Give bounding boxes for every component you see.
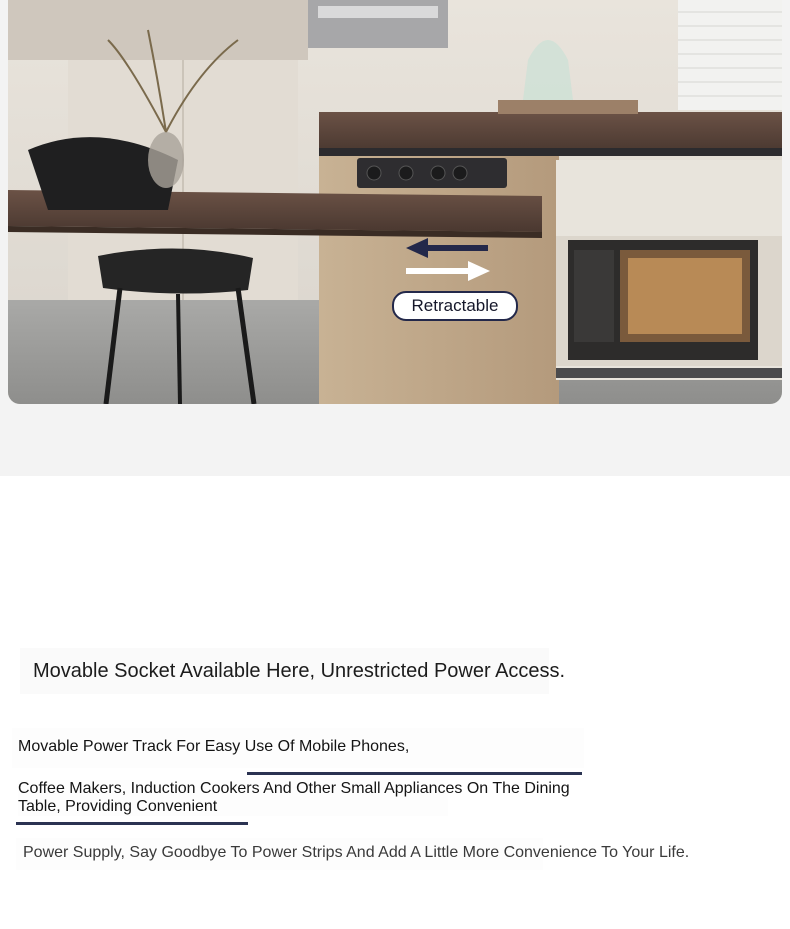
upper-cabinet (8, 0, 308, 60)
description-line-2a: Coffee Makers, Induction Cookers And Other Small Appliances On The Dining (18, 780, 570, 797)
description-line-2 (18, 780, 618, 816)
retract-arrows-icon (406, 238, 490, 282)
description-line-1: Movable Power Track For Easy Use Of Mobile Phones, (12, 728, 584, 768)
description-line-3: Power Supply, Say Goodbye To Power Strips And Add A Little More Convenience To Your Life. (16, 838, 543, 870)
underline-decoration-1 (247, 772, 582, 775)
stool-seat (98, 248, 253, 293)
description-line-2b: Table, Providing Convenient (18, 798, 218, 815)
window-blinds (678, 0, 782, 110)
underline-decoration-2 (16, 822, 248, 825)
glass-vase (148, 132, 184, 188)
kitchen-illustration (8, 0, 782, 404)
headline: Movable Socket Available Here, Unrestricted Power Access. (20, 648, 549, 694)
retractable-badge: Retractable (392, 291, 518, 321)
hero-image (8, 0, 782, 404)
island-top (319, 112, 782, 152)
